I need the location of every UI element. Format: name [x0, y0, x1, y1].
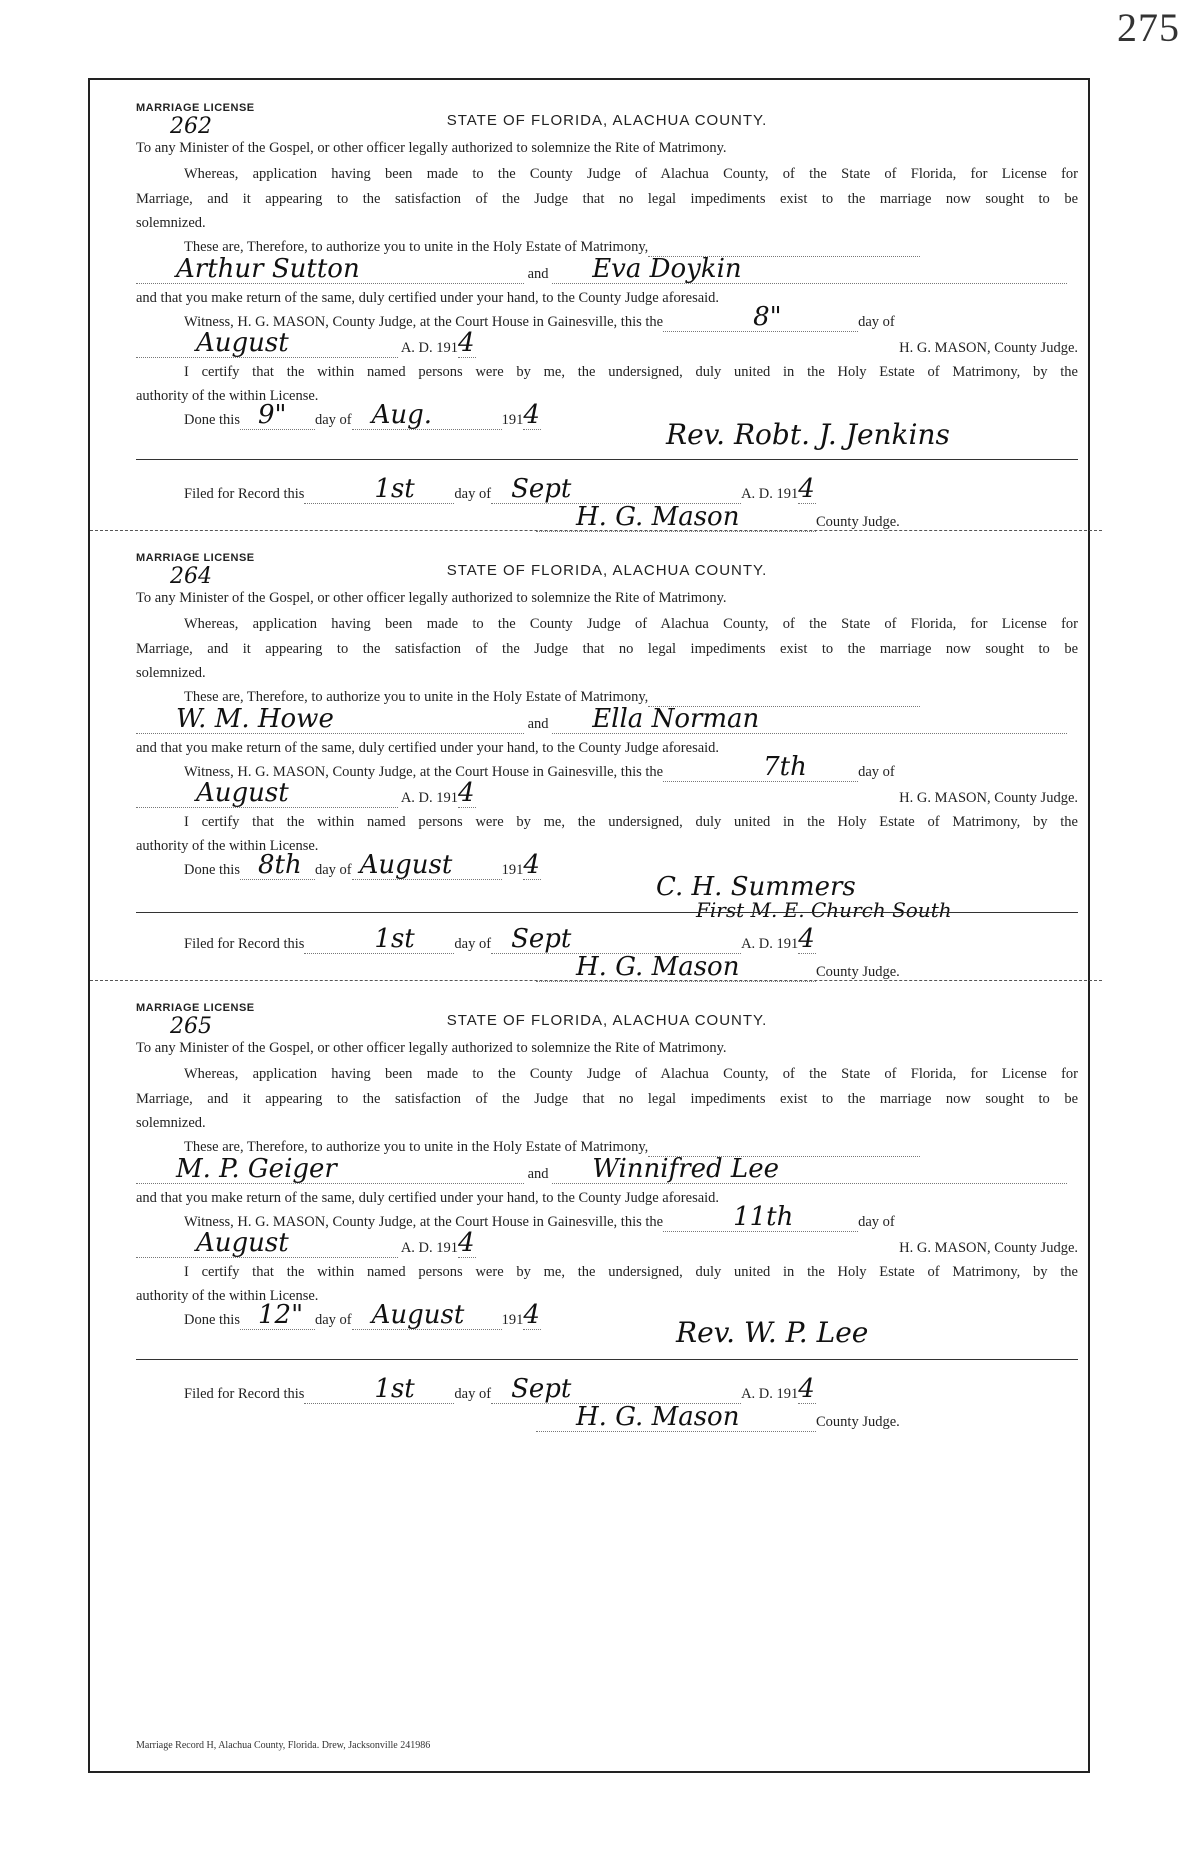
- license-number: 262: [170, 114, 212, 139]
- license-label: MARRIAGE LICENSE: [136, 102, 255, 114]
- certify-line-1: I certify that the within named persons were by me, the undersigned, duly united in the Holy Estate of Matrimony, by the: [184, 814, 1078, 830]
- filed-month: Sept: [511, 924, 572, 954]
- return-line: and that you make return of the same, duly certified under your hand, to the County Judge aforesaid.: [136, 1190, 720, 1206]
- judge-signature: H. G. Mason: [576, 1402, 740, 1432]
- ad-label: A. D. 191: [741, 936, 799, 952]
- certify-line-2: authority of the within License.: [136, 838, 319, 854]
- whereas-line-3: solemnized.: [136, 215, 206, 231]
- license-label: MARRIAGE LICENSE: [136, 1002, 255, 1014]
- whereas-line-1: Whereas, application having been made to the County Judge of Alachua County, of the State of Florida, for License for: [184, 616, 1078, 632]
- certify-line-1: I certify that the within named persons were by me, the undersigned, duly united in the Holy Estate of Matrimony, by the: [184, 364, 1078, 380]
- day-of-label: day of: [454, 936, 492, 952]
- county-judge-label: County Judge.: [816, 1414, 900, 1430]
- year-prefix: 191: [501, 862, 524, 878]
- ad-label: A. D. 191: [400, 790, 459, 806]
- and-label: and: [527, 1166, 549, 1182]
- return-line: and that you make return of the same, duly certified under your hand, to the County Judge aforesaid.: [136, 290, 720, 306]
- groom-name: W. M. Howe: [176, 704, 334, 734]
- witness-year: 4: [458, 778, 475, 808]
- and-label: and: [527, 716, 549, 732]
- witness-year: 4: [458, 328, 475, 358]
- done-month: August: [371, 1300, 465, 1330]
- bride-name: Winnifred Lee: [592, 1154, 779, 1184]
- record-page-frame: [88, 78, 1090, 1773]
- certify-line-2: authority of the within License.: [136, 388, 319, 404]
- page-number: 275: [1117, 5, 1180, 50]
- license-separator: [90, 530, 1102, 531]
- county-judge-label: County Judge.: [816, 514, 900, 530]
- judge-signature: H. G. Mason: [576, 502, 740, 532]
- filed-year: 4: [798, 924, 815, 954]
- bride-name: Ella Norman: [592, 704, 760, 734]
- ad-label: A. D. 191: [741, 1386, 799, 1402]
- day-of-label: day of: [858, 764, 895, 780]
- filed-day: 1st: [374, 1374, 415, 1404]
- filed-line: [136, 1374, 1078, 1404]
- done-day: 9": [257, 400, 287, 430]
- filed-label: Filed for Record this: [184, 936, 305, 952]
- done-label: Done this: [184, 412, 240, 428]
- groom-name: Arthur Sutton: [176, 254, 360, 284]
- filed-year: 4: [798, 1374, 815, 1404]
- witness-month: August: [196, 778, 289, 808]
- and-label: and: [527, 266, 549, 282]
- witness-date-line: [136, 328, 1078, 358]
- witness-text: Witness, H. G. MASON, County Judge, at the Court House in Gainesville, this the: [184, 1214, 664, 1230]
- names-line: [136, 254, 1078, 284]
- witness-text: Witness, H. G. MASON, County Judge, at the Court House in Gainesville, this the: [184, 314, 664, 330]
- filed-month: Sept: [511, 1374, 572, 1404]
- done-day: 8th: [257, 850, 302, 880]
- license-heading: STATE OF FLORIDA, ALACHUA COUNTY.: [446, 562, 768, 579]
- day-of-label: day of: [314, 862, 352, 878]
- county-judge-printed: H. G. MASON, County Judge.: [899, 340, 1078, 356]
- whereas-line-2: Marriage, and it appearing to the satisfaction of the Judge that no legal impediments exist to the marriage now sought to be: [136, 641, 1078, 657]
- witness-text: Witness, H. G. MASON, County Judge, at the Court House in Gainesville, this the: [184, 764, 664, 780]
- whereas-line-1: Whereas, application having been made to the County Judge of Alachua County, of the State of Florida, for License for: [184, 166, 1078, 182]
- county-judge-printed: H. G. MASON, County Judge.: [899, 790, 1078, 806]
- to-minister-line: To any Minister of the Gospel, or other officer legally authorized to solemnize the Rite of Matrimony.: [136, 140, 727, 156]
- filed-label: Filed for Record this: [184, 1386, 305, 1402]
- witness-day: 11th: [733, 1202, 794, 1232]
- witness-date-line: [136, 1228, 1078, 1258]
- done-line: [136, 850, 1078, 880]
- done-label: Done this: [184, 862, 240, 878]
- witness-month: August: [196, 1228, 289, 1258]
- done-year: 4: [523, 850, 540, 880]
- names-line: [136, 704, 1078, 734]
- day-of-label: day of: [858, 314, 895, 330]
- filed-day: 1st: [374, 924, 415, 954]
- year-prefix: 191: [501, 412, 524, 428]
- return-line: and that you make return of the same, duly certified under your hand, to the County Judge aforesaid.: [136, 740, 720, 756]
- license-heading: STATE OF FLORIDA, ALACHUA COUNTY.: [446, 1012, 768, 1029]
- license-heading: STATE OF FLORIDA, ALACHUA COUNTY.: [446, 112, 768, 129]
- groom-name: M. P. Geiger: [176, 1154, 337, 1184]
- filed-day: 1st: [374, 474, 415, 504]
- filed-year: 4: [798, 474, 815, 504]
- officiant-church: First M. E. Church South: [696, 898, 952, 922]
- filed-month: Sept: [511, 474, 572, 504]
- filed-label: Filed for Record this: [184, 486, 305, 502]
- to-minister-line: To any Minister of the Gospel, or other officer legally authorized to solemnize the Rite of Matrimony.: [136, 590, 727, 606]
- filed-line: [136, 474, 1078, 504]
- certify-line-1: I certify that the within named persons were by me, the undersigned, duly united in the Holy Estate of Matrimony, by the: [184, 1264, 1078, 1280]
- license-label: MARRIAGE LICENSE: [136, 552, 255, 564]
- done-year: 4: [523, 400, 540, 430]
- witness-year: 4: [458, 1228, 475, 1258]
- officiant-signature: Rev. W. P. Lee: [676, 1316, 869, 1349]
- signature-rule: [136, 459, 1078, 460]
- done-line: [136, 1300, 1078, 1330]
- day-of-label: day of: [454, 486, 492, 502]
- filed-line: [136, 924, 1078, 954]
- authorize-text: These are, Therefore, to authorize you to unite in the Holy Estate of Matrimony,: [184, 1139, 649, 1155]
- whereas-line-3: solemnized.: [136, 1115, 206, 1131]
- to-minister-line: To any Minister of the Gospel, or other officer legally authorized to solemnize the Rite of Matrimony.: [136, 1040, 727, 1056]
- signature-rule: [136, 1359, 1078, 1360]
- certify-line-2: authority of the within License.: [136, 1288, 319, 1304]
- day-of-label: day of: [314, 412, 352, 428]
- done-day: 12": [257, 1300, 304, 1330]
- license-separator: [90, 980, 1102, 981]
- ad-label: A. D. 191: [741, 486, 799, 502]
- ad-label: A. D. 191: [400, 340, 459, 356]
- done-label: Done this: [184, 1312, 240, 1328]
- record-footer: Marriage Record H, Alachua County, Florida. Drew, Jacksonville 241986: [136, 1740, 431, 1751]
- bride-name: Eva Doykin: [592, 254, 742, 284]
- judge-signature: H. G. Mason: [576, 952, 740, 982]
- done-year: 4: [523, 1300, 540, 1330]
- ad-label: A. D. 191: [400, 1240, 459, 1256]
- county-judge-printed: H. G. MASON, County Judge.: [899, 1240, 1078, 1256]
- witness-day: 8": [753, 302, 782, 332]
- names-line: [136, 1154, 1078, 1184]
- authorize-text: These are, Therefore, to authorize you to unite in the Holy Estate of Matrimony,: [184, 239, 649, 255]
- day-of-label: day of: [454, 1386, 492, 1402]
- witness-month: August: [196, 328, 289, 358]
- signature-rule: [136, 912, 1078, 913]
- whereas-line-1: Whereas, application having been made to the County Judge of Alachua County, of the State of Florida, for License for: [184, 1066, 1078, 1082]
- whereas-line-2: Marriage, and it appearing to the satisfaction of the Judge that no legal impediments exist to the marriage now sought to be: [136, 191, 1078, 207]
- officiant-signature: C. H. Summers: [656, 872, 856, 902]
- whereas-line-3: solemnized.: [136, 665, 206, 681]
- witness-date-line: [136, 778, 1078, 808]
- day-of-label: day of: [314, 1312, 352, 1328]
- whereas-line-2: Marriage, and it appearing to the satisfaction of the Judge that no legal impediments exist to the marriage now sought to be: [136, 1091, 1078, 1107]
- authorize-text: These are, Therefore, to authorize you to unite in the Holy Estate of Matrimony,: [184, 689, 649, 705]
- witness-day: 7th: [763, 752, 807, 782]
- license-number: 265: [170, 1014, 212, 1039]
- day-of-label: day of: [858, 1214, 895, 1230]
- officiant-signature: Rev. Robt. J. Jenkins: [666, 418, 950, 451]
- done-month: Aug.: [371, 400, 433, 430]
- year-prefix: 191: [501, 1312, 524, 1328]
- county-judge-label: County Judge.: [816, 964, 900, 980]
- done-month: August: [359, 850, 453, 880]
- license-number: 264: [170, 564, 212, 589]
